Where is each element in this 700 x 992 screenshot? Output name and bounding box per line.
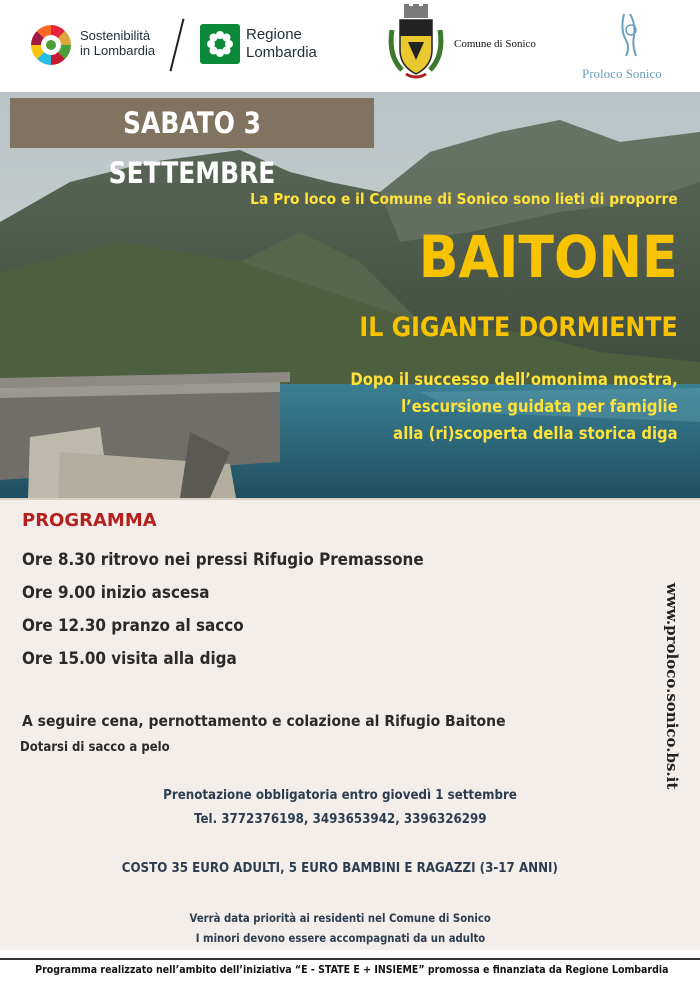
sostenibilita-line2: in Lombardia bbox=[80, 43, 156, 58]
event-title: BAITONE bbox=[419, 223, 678, 291]
event-subtitle: IL GIGANTE DORMIENTE bbox=[359, 312, 678, 343]
proloco-name: Proloco Sonico bbox=[582, 66, 662, 81]
follow-info: A seguire cena, pernottamento e colazione al Rifugio Baitone bbox=[22, 712, 506, 730]
priority-note: Verrà data priorità ai residenti nel Comune di Sonico bbox=[189, 911, 491, 925]
comune-name: Comune di Sonico bbox=[454, 38, 536, 50]
website-url: www.proloco.sonico.bs.it bbox=[663, 582, 681, 790]
cost-info: COSTO 35 EURO ADULTI, 5 EURO BAMBINI E RAGAZZI (3-17 ANNI) bbox=[121, 860, 559, 876]
proloco-mark-icon bbox=[616, 10, 646, 60]
regione-lombardia-logo bbox=[200, 22, 350, 70]
description-line-2: l’escursione guidata per famiglie bbox=[401, 397, 678, 416]
booking-info: Prenotazione obbligatoria entro giovedì 1 settembre bbox=[163, 787, 517, 803]
proloco-sonico-logo bbox=[578, 10, 688, 84]
intro-text: La Pro loco e il Comune di Sonico sono lieti di proporre bbox=[250, 190, 678, 208]
program-title: PROGRAMMA bbox=[22, 510, 157, 531]
header-logos bbox=[0, 0, 700, 92]
comune-crest-icon bbox=[386, 4, 446, 84]
footer-text: Programma realizzato nell’ambito dell’iniziativa “E - STATE E + INSIEME” promossa e finanziata da Regione Lombardia bbox=[35, 964, 669, 976]
regione-line2: Lombardia bbox=[246, 44, 317, 61]
phone-numbers: Tel. 3772376198, 3493653942, 3396326299 bbox=[193, 811, 487, 827]
program-item: Ore 12.30 pranzo al sacco bbox=[22, 616, 244, 635]
minors-note: I minori devono essere accompagnati da un adulto bbox=[195, 931, 485, 945]
program-item: Ore 8.30 ritrovo nei pressi Rifugio Premassone bbox=[22, 550, 424, 569]
sostenibilita-line1: Sostenibilità bbox=[80, 28, 151, 43]
event-date: SABATO 3 SETTEMBRE bbox=[108, 106, 276, 190]
sdg-wheel-icon bbox=[30, 24, 72, 66]
program-item: Ore 15.00 visita alla diga bbox=[22, 649, 237, 668]
sostenibilita-logo bbox=[30, 20, 180, 68]
event-date-banner bbox=[10, 98, 374, 190]
description-line-1: Dopo il successo dell’omonima mostra, bbox=[350, 370, 678, 389]
description-line-3: alla (ri)scoperta della storica diga bbox=[393, 424, 678, 443]
regione-line1: Regione bbox=[246, 26, 302, 43]
event-description bbox=[351, 366, 678, 447]
comune-sonico-logo bbox=[386, 4, 536, 84]
footer bbox=[0, 958, 700, 992]
program-item: Ore 9.00 inizio ascesa bbox=[22, 583, 210, 602]
sleeping-bag-note: Dotarsi di sacco a pelo bbox=[20, 740, 170, 755]
regione-rose-icon bbox=[200, 24, 240, 64]
